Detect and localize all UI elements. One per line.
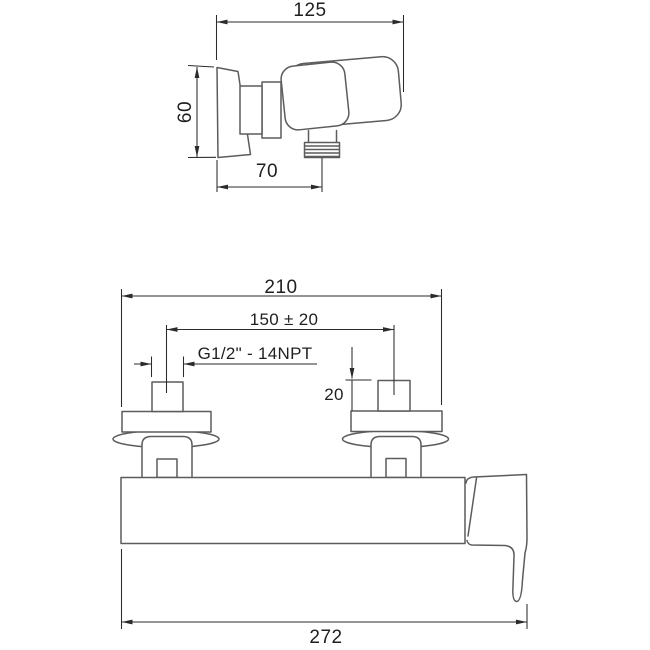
dimension-label-overall-width: 272 [309,627,343,648]
dimension-label-side-width: 125 [293,0,327,21]
connector-inner [240,86,262,134]
connector-outer [262,82,281,138]
front-view [113,289,527,629]
dimension-label-outlet-offset: 70 [255,161,279,182]
side-view [188,15,404,192]
left-cover-detail [157,459,177,478]
left-nipple [152,382,183,412]
outlet-neck [309,131,337,143]
right-cover-detail [386,459,406,478]
right-union-flange [351,411,442,432]
left-union-flange [122,412,211,433]
body-outline [280,61,350,131]
dimension-label-side-height: 60 [175,100,196,124]
dimension-label-nipple-length: 20 [324,385,344,404]
lever-handle [466,475,527,602]
mixer-body [121,478,465,544]
dimension-label-thread-spec: G1/2" - 14NPT [197,344,313,363]
dimension-label-connection-centers: 150 ± 20 [249,310,319,329]
front-view-part-outlines [113,381,527,602]
side-view-part-outlines [217,55,403,157]
dimension-label-flange-span: 210 [264,277,298,298]
